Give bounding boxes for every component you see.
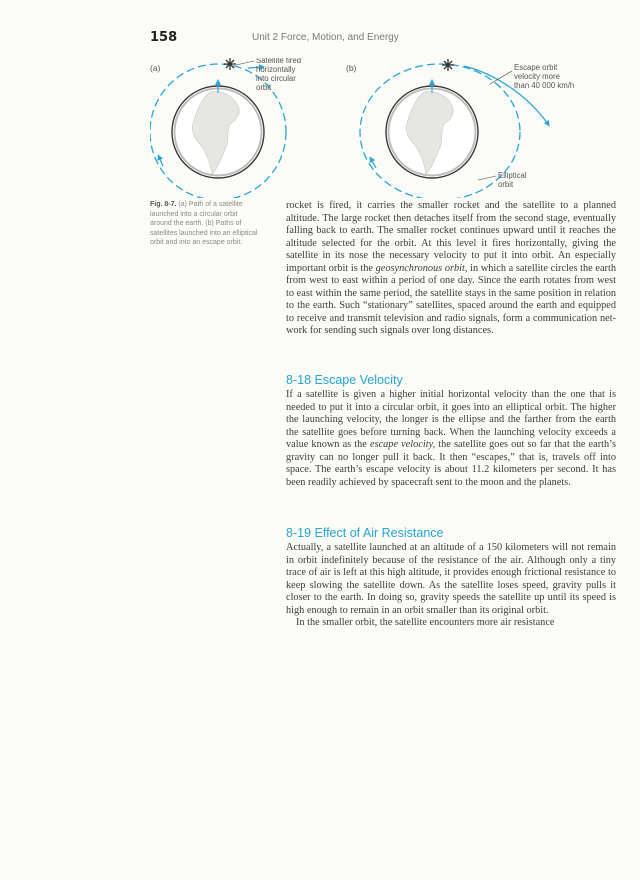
annotation-leader-a [236, 61, 254, 65]
escape-velocity-paragraph: If a satellite is given a higher initial horizontal velocity than the one that is needed to put it into a circular orbit, it goes into an elliptical orbit. The higher the launching velocity, the longer is the ellipse and the farther from the earth the satellite goes before turning back. When the launching velocity exceeds a value known as the escape velocity, the satellite goes out so far that the earth’s gravity can no longer pull it back. It then “escapes,” that is, travels off into space. The earth’s escape velocity is about 11.2 kilometers per second. It has been readily achieved by spacecraft sent to the moon and the planets. [286, 389, 616, 488]
section-8-18 [286, 373, 616, 489]
panel-a-annotation-1: Satellite fired [256, 58, 302, 65]
term-geosynchronous: geosynchronous orbit, [375, 262, 468, 274]
orbit-figure [150, 58, 600, 198]
panel-b [346, 59, 574, 198]
panel-a-label: (a) [150, 63, 161, 73]
earth-a [172, 86, 264, 178]
elliptical-annotation-2: orbit [498, 180, 514, 189]
elliptical-annotation-1: Elliptical [498, 171, 527, 180]
section-8-19 [286, 526, 616, 630]
escape-annotation-1: Escape orbit [514, 63, 558, 72]
figure-caption [150, 200, 260, 248]
caption-text: (a) Path of a satellite launched into a circular orbit around the earth. (b) Paths of satellites launched into an elliptical orbit and into an escape orbit. [150, 201, 258, 247]
section-heading-air-resistance: 8-19 Effect of Air Resistance [286, 526, 444, 540]
intro-block [286, 200, 616, 338]
caption-lead: Fig. 8-7. [150, 201, 177, 208]
panel-a-annotation-2: horizontally [256, 65, 296, 74]
air-resistance-paragraph-1: Actually, a satellite launched at an altitude of a 150 kilometers will not remain in orbit indefinitely because of the resistance of the air. Although only a tiny trace of air is left at this high altitude, it provides enough frictional resistance to keep slowing the satellite down. As the satellite loses speed, gravity pulls it closer to the earth. In doing so, gravity speeds the satellite up until its speed is high enough to remain in an orbit smaller than its original orbit. [286, 542, 616, 616]
page-number: 158 [150, 30, 178, 45]
panel-b-label: (b) [346, 63, 357, 73]
panel-a-annotation-3: into circular [256, 74, 296, 83]
panel-a-annotation-4: orbit [256, 83, 272, 92]
page-header [150, 30, 570, 46]
earth-b [386, 86, 478, 178]
satellite-a-icon [224, 58, 236, 70]
running-head: Unit 2 Force, Motion, and Energy [252, 32, 399, 43]
air-resistance-paragraph-2: In the smaller orbit, the satellite encounters more air resistance [296, 617, 555, 629]
panel-a [150, 58, 301, 198]
escape-annotation-2: velocity more [514, 72, 560, 81]
satellite-b-icon [442, 59, 454, 71]
intro-paragraph: rocket is fired, it carries the smaller rocket and the satellite to a planned altitude. The large rocket then detaches itself from the second stage, eventually falling back to earth. The smaller rocket continues upward until it reaches the altitude selected for the orbit. At this level it fires horizontally, giving the satellite in its nose the necessary velocity to put it into orbit. An especially important orbit is the geosynchronous orbit, in which a satellite circles the earth from west to east within a period of one day. Since the earth rotates from west to east within the same period, the satellite stays in the same position in relation to the earth. Such “stationary” satellites, spaced around the earth and equipped to receive and transmit television and radio signals, form a communication net-work for sending such signals over long distances. [286, 200, 617, 337]
section-heading-escape-velocity: 8-18 Escape Velocity [286, 373, 403, 387]
escape-annotation-3: than 40 000 km/h [514, 81, 575, 90]
term-escape-velocity: escape velocity, [370, 439, 436, 451]
